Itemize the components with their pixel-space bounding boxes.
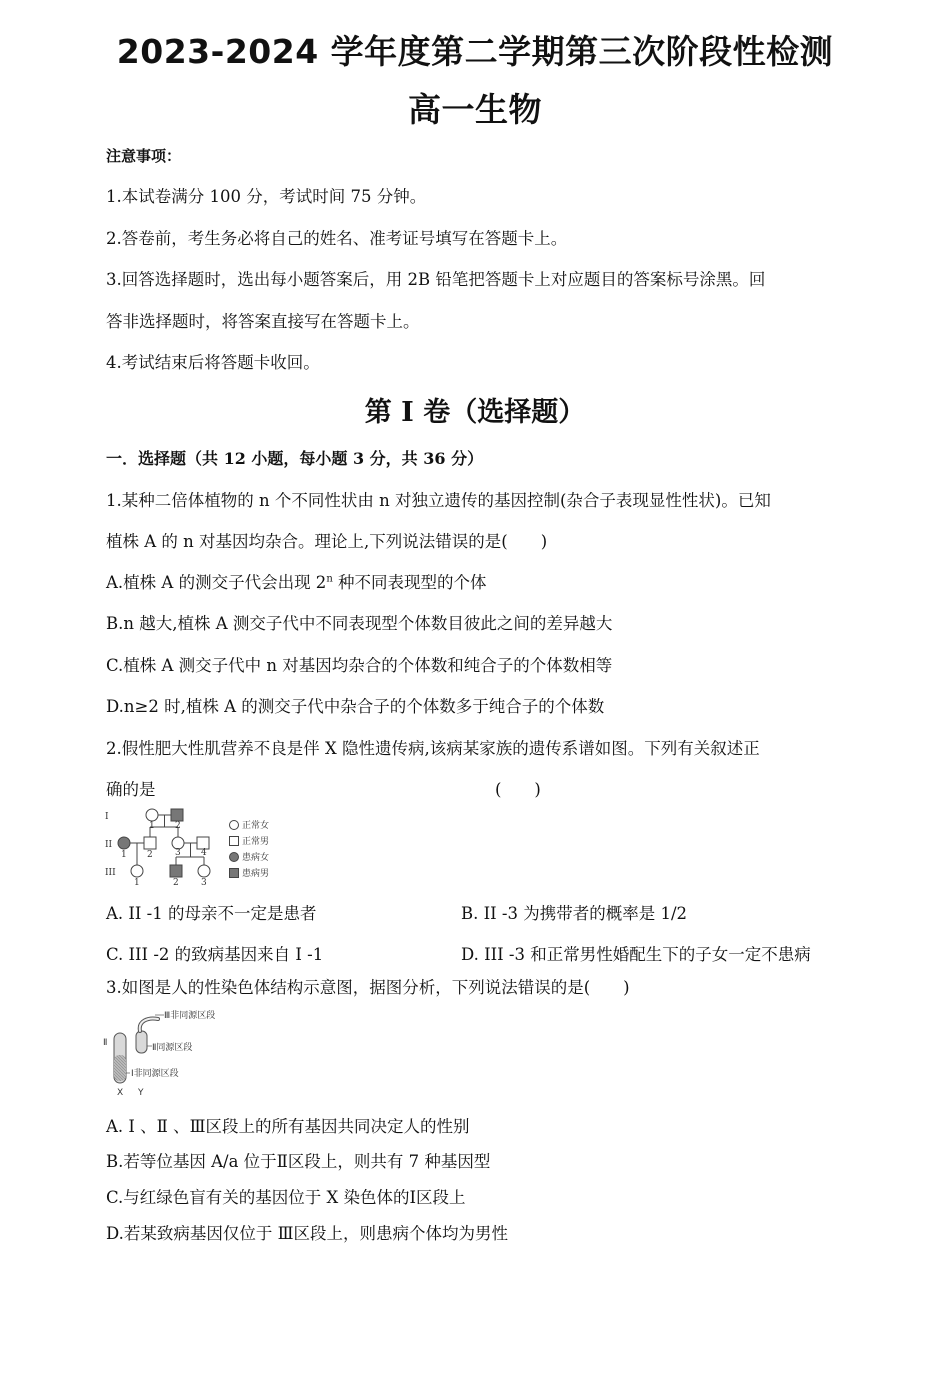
legend-affected-female-icon <box>230 853 239 862</box>
y-chromosome <box>136 1031 147 1053</box>
part-heading: 一．选择题（共 12 小题，每小题 3 分，共 36 分） <box>106 449 484 468</box>
q1-option-d: D.n≥2 时,植株 A 的测交子代中杂合子的个体数多于纯合子的个体数 <box>106 697 605 716</box>
section-title: 第 I 卷（选择题） <box>364 397 586 428</box>
q3-option-b: B.若等位基因 A/a 位于Ⅱ区段上，则共有 7 种基因型 <box>106 1152 491 1171</box>
pedigree-III-1-normal-female <box>131 865 143 877</box>
legend-label: 正常男 <box>242 837 270 847</box>
pedigree-number: 2 <box>175 821 181 831</box>
note-item: 4.考试结束后将答题卡收回。 <box>106 353 320 372</box>
note-item: 3.回答选择题时，选出每小题答案后，用 2B 铅笔把答题卡上对应题目的答案标号涂黑。回 <box>106 270 766 289</box>
q2-answer-paren: ( ) <box>495 780 541 799</box>
label-i-nonhomologous: Ⅰ非同源区段 <box>131 1069 179 1079</box>
pedigree-gen-label: III <box>105 868 116 878</box>
y-region-iii <box>140 1019 158 1032</box>
exam-subject: 高一生物 <box>408 90 542 129</box>
pedigree-number: 4 <box>201 848 207 858</box>
sex-chromosome-diagram <box>100 1003 250 1099</box>
pedigree-III-3-normal-female <box>198 865 210 877</box>
pedigree-number: 1 <box>149 821 155 831</box>
pedigree-number: 2 <box>147 850 153 860</box>
legend-normal-male-icon <box>230 837 239 846</box>
q1-option-a-pre: A.植株 A 的测交子代会出现 2 <box>106 573 327 592</box>
pedigree-chart <box>100 805 290 887</box>
q1-option-a-post: 种不同表现型的个体 <box>332 573 487 592</box>
note-item: 答非选择题时，将答案直接写在答题卡上。 <box>106 312 420 331</box>
legend-label: 正常女 <box>242 821 270 831</box>
pedigree-gen-label: II <box>105 840 113 850</box>
q2-stem-line2: 确的是 <box>106 780 156 799</box>
q2-option-d: D. III -3 和正常男性婚配生下的子女一定不患病 <box>461 945 811 964</box>
label-ii-side: Ⅱ <box>103 1038 108 1048</box>
note-item: 1.本试卷满分 100 分，考试时间 75 分钟。 <box>106 187 427 206</box>
q2-stem-line1: 2.假性肥大性肌营养不良是伴 X 隐性遗传病,该病某家族的遗传系谱如图。下列有关叙述正 <box>106 739 760 758</box>
label-y: Y <box>138 1088 144 1098</box>
pedigree-number: 1 <box>134 878 140 887</box>
q3-option-a: A. Ⅰ 、Ⅱ 、Ⅲ区段上的所有基因共同决定人的性别 <box>106 1117 470 1136</box>
pedigree-III-2-affected-male <box>170 865 182 877</box>
label-ii-homologous: Ⅱ同源区段 <box>152 1043 193 1053</box>
legend-affected-male-icon <box>230 869 239 878</box>
q3-option-c: C.与红绿色盲有关的基因位于 X 染色体的Ⅰ区段上 <box>106 1188 466 1207</box>
legend-normal-female-icon <box>230 821 239 830</box>
q2-option-c: C. III -2 的致病基因来自 I -1 <box>106 945 324 964</box>
note-item: 2.答卷前，考生务必将自己的姓名、准考证号填写在答题卡上。 <box>106 229 568 248</box>
pedigree-gen-label: I <box>105 812 109 822</box>
q2-option-a: A. II -1 的母亲不一定是患者 <box>106 904 317 923</box>
pedigree-number: 3 <box>175 848 181 858</box>
q2-option-b: B. II -3 为携带者的概率是 1/2 <box>461 904 688 923</box>
pedigree-number: 2 <box>173 878 179 887</box>
q1-option-a-sup: n <box>326 573 333 585</box>
exam-title: 2023-2024 学年度第二学期第三次阶段性检测 <box>116 32 834 71</box>
q3-stem: 3.如图是人的性染色体结构示意图，据图分析，下列说法错误的是( ) <box>106 978 630 997</box>
pedigree-I-1-normal-female <box>146 809 158 821</box>
q1-option-c: C.植株 A 测交子代中 n 对基因均杂合的个体数和纯合子的个体数相等 <box>106 656 613 675</box>
pedigree-I-2-affected-male <box>171 809 183 821</box>
label-iii-nonhomologous: Ⅲ非同源区段 <box>164 1011 216 1021</box>
notes-heading: 注意事项： <box>106 147 182 165</box>
q1-stem-line1: 1.某种二倍体植物的 n 个不同性状由 n 对独立遗传的基因控制(杂合子表现显性性状)。已知 <box>106 491 771 510</box>
label-x: X <box>117 1088 124 1098</box>
q1-option-b: B.n 越大,植株 A 测交子代中不同表现型个体数目彼此之间的差异越大 <box>106 614 613 633</box>
q1-option-a <box>106 569 487 593</box>
x-region-i <box>114 1055 126 1081</box>
q1-stem-line2: 植株 A 的 n 对基因均杂合。理论上,下列说法错误的是( ) <box>106 532 548 551</box>
legend-label: 患病男 <box>242 869 270 879</box>
pedigree-II-1-affected-female <box>118 837 130 849</box>
pedigree-II-2-normal-male <box>144 837 156 849</box>
legend-label: 患病女 <box>242 853 270 863</box>
q3-option-d: D.若某致病基因仅位于 Ⅲ区段上，则患病个体均为男性 <box>106 1224 509 1243</box>
pedigree-number: 1 <box>121 850 127 860</box>
pedigree-number: 3 <box>201 878 207 887</box>
